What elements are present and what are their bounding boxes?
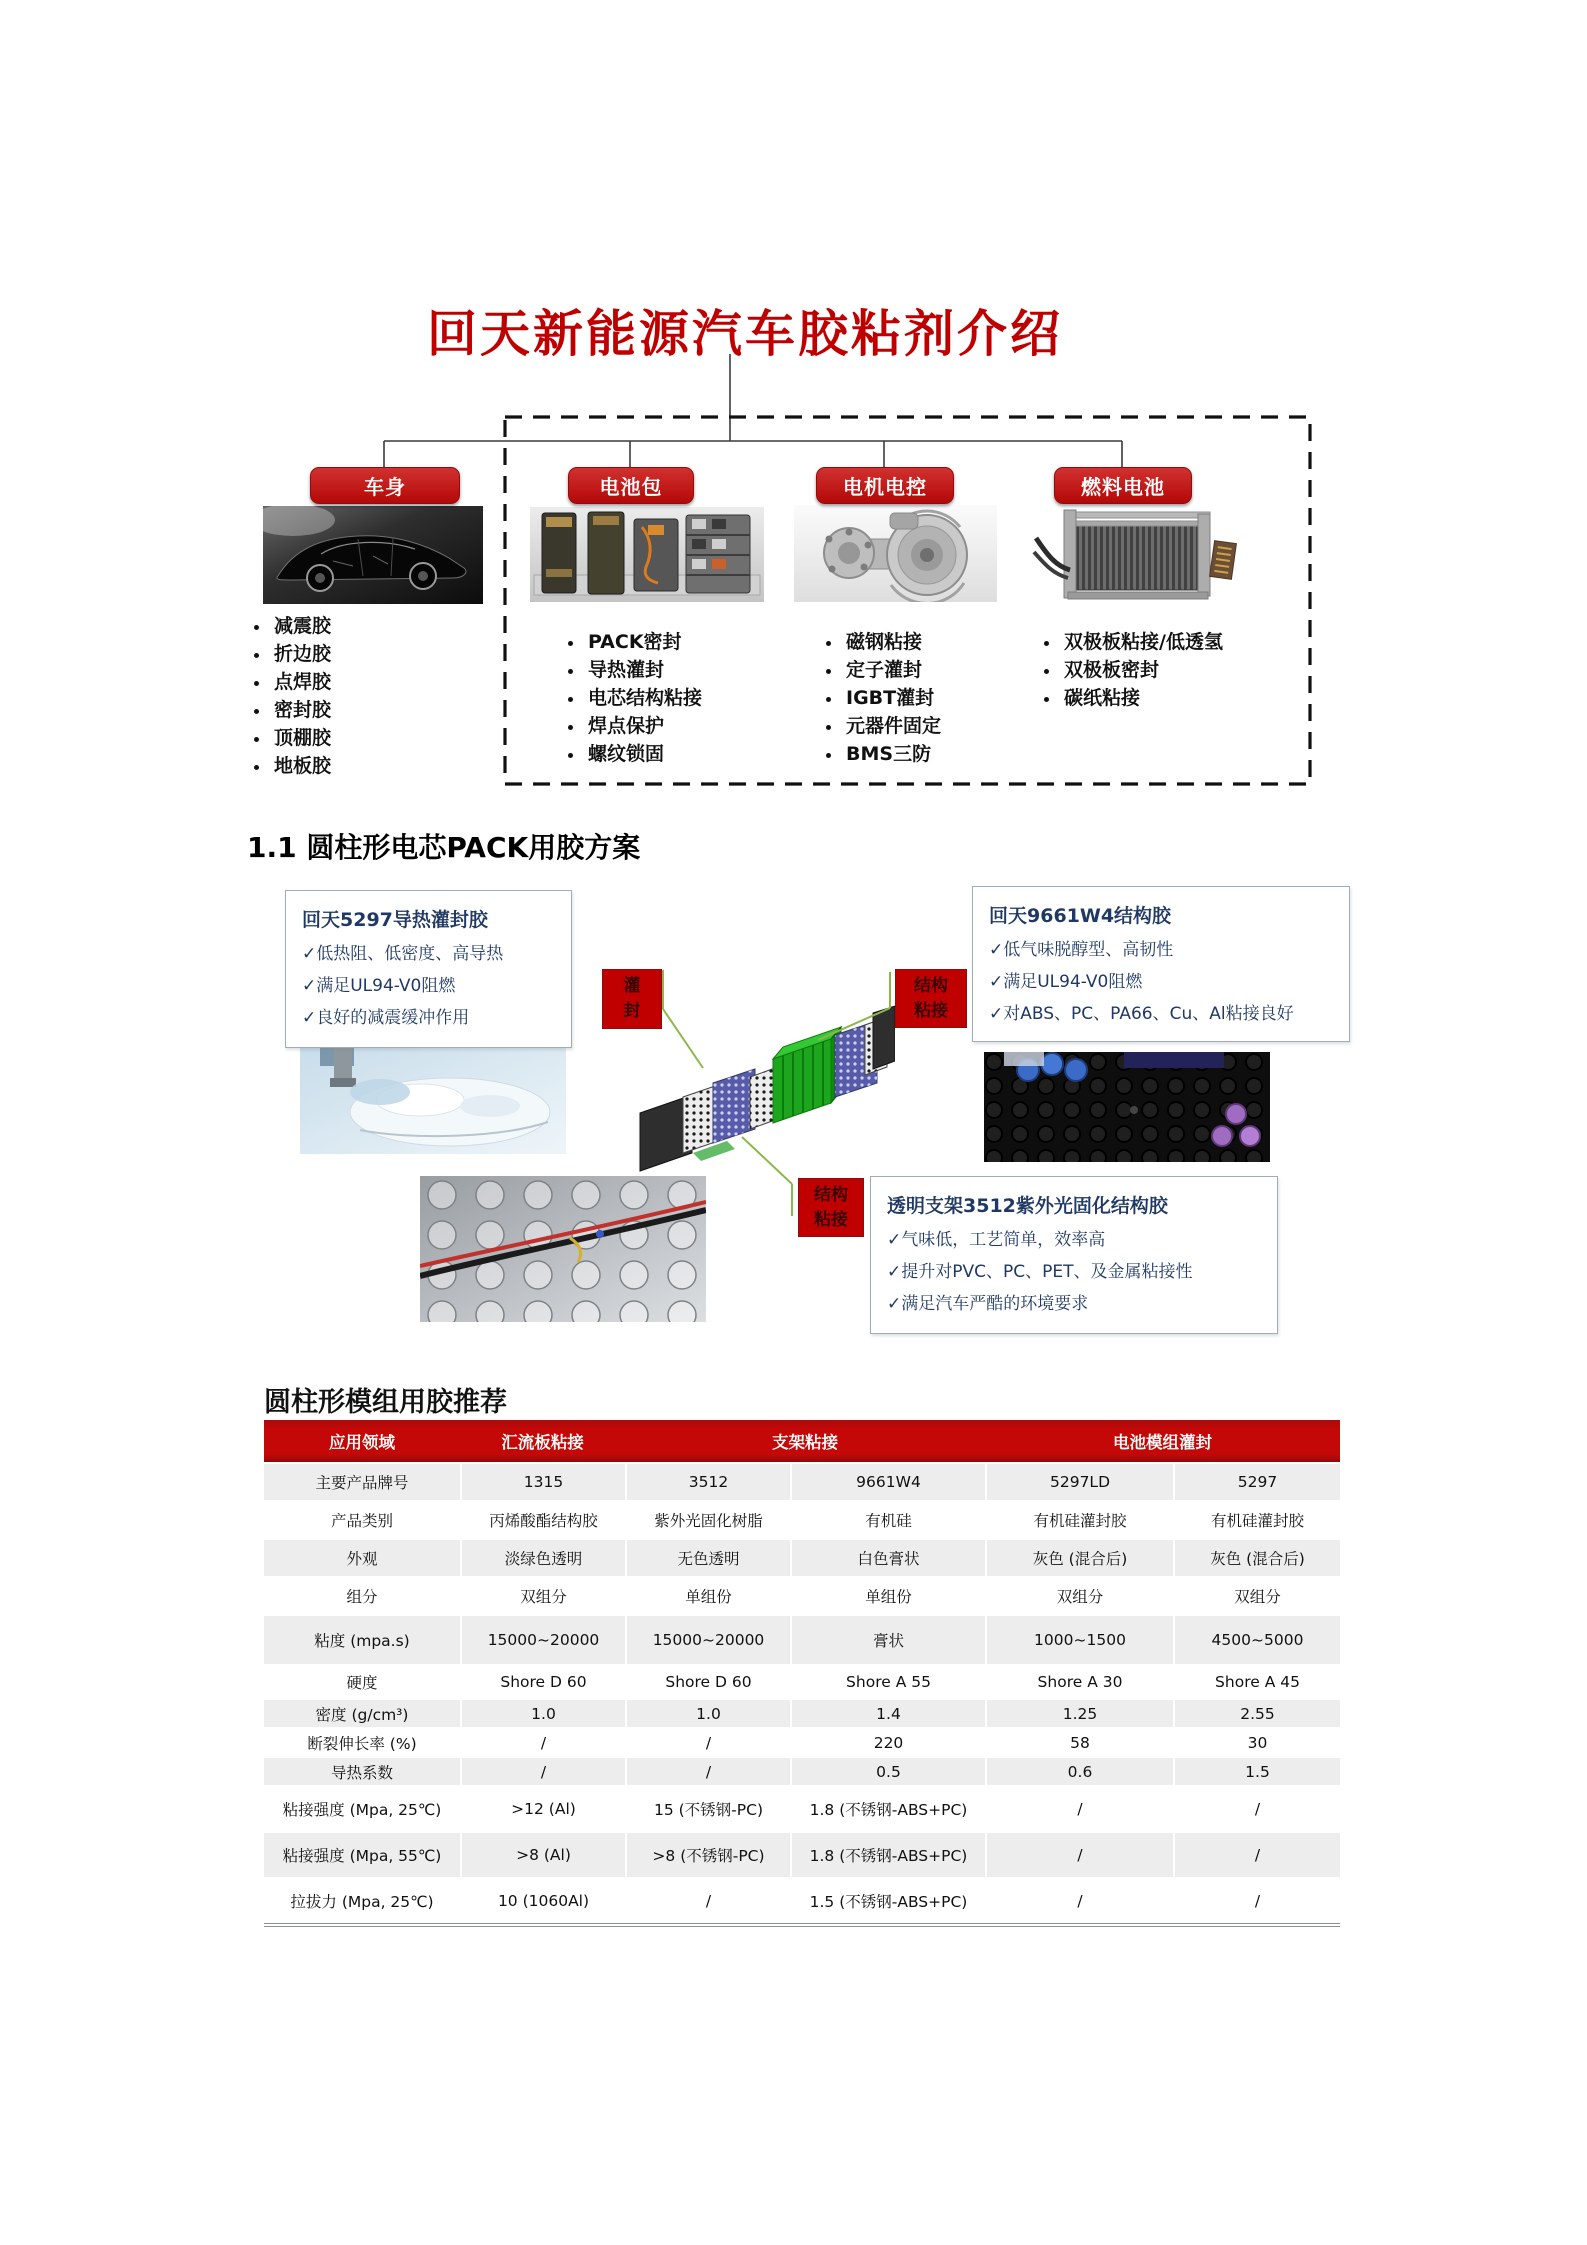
list-item: ✓良好的减震缓冲作用 bbox=[302, 1008, 470, 1028]
callout-3512 bbox=[870, 1176, 1278, 1334]
motor-control-adhesive-list bbox=[818, 628, 1062, 768]
list-item: • 螺纹锁固 bbox=[584, 740, 814, 768]
table-row bbox=[264, 1698, 1340, 1727]
table-heading: 圆柱形模组用胶推荐 bbox=[264, 1387, 507, 1418]
tag-structural-bond-bottom bbox=[798, 1178, 864, 1237]
callout-5297-title: 回天5297导热灌封胶 bbox=[302, 909, 488, 931]
table-cell: / bbox=[460, 1727, 625, 1756]
table-row bbox=[264, 1500, 1340, 1538]
body-adhesive-list bbox=[246, 612, 480, 780]
header-busbar-bonding: 汇流板粘接 bbox=[460, 1420, 625, 1462]
table-cell: 0.5 bbox=[790, 1756, 985, 1785]
battery-pack-photo bbox=[530, 507, 764, 602]
table-cell: 1.0 bbox=[460, 1698, 625, 1727]
table-cell: / bbox=[625, 1756, 790, 1785]
table-row bbox=[264, 1727, 1340, 1756]
table-cell: / bbox=[1173, 1831, 1340, 1877]
table-cell: / bbox=[460, 1756, 625, 1785]
table-cell: 丙烯酸酯结构胶 bbox=[460, 1500, 625, 1538]
table-cell: / bbox=[985, 1877, 1173, 1923]
table-cell: 淡绿色透明 bbox=[460, 1538, 625, 1576]
spec-table-body bbox=[264, 1462, 1340, 1923]
callout-5297 bbox=[285, 890, 572, 1048]
table-cell: 双组分 bbox=[1173, 1576, 1340, 1614]
table-cell: / bbox=[985, 1785, 1173, 1831]
category-label-motor-control: 电机电控 bbox=[816, 467, 954, 504]
table-row bbox=[264, 1664, 1340, 1698]
row-label: 导热系数 bbox=[264, 1756, 460, 1785]
list-item: • 顶棚胶 bbox=[270, 724, 480, 752]
table-cell: 2.55 bbox=[1173, 1698, 1340, 1727]
list-item: • 焊点保护 bbox=[584, 712, 814, 740]
row-label: 粘接强度 (Mpa, 25℃) bbox=[264, 1785, 460, 1831]
tag-structural-bond-bottom-text: 结构粘接 bbox=[814, 1184, 848, 1230]
table-cell: >8 (不锈钢-PC) bbox=[625, 1831, 790, 1877]
table-cell: 有机硅 bbox=[790, 1500, 985, 1538]
callout-9661w4-items bbox=[989, 934, 1333, 1030]
list-item: • PACK密封 bbox=[584, 628, 814, 656]
list-item: • BMS三防 bbox=[842, 740, 1062, 768]
tag-structural-bond-top bbox=[895, 969, 967, 1028]
list-item: • IGBT灌封 bbox=[842, 684, 1062, 712]
callout-9661w4 bbox=[972, 886, 1350, 1042]
list-item: • 定子灌封 bbox=[842, 656, 1062, 684]
table-cell: 1.5 (不锈钢-ABS+PC) bbox=[790, 1877, 985, 1923]
table-cell: 3512 bbox=[625, 1462, 790, 1500]
category-label-battery-pack: 电池包 bbox=[568, 467, 694, 504]
row-label: 粘接强度 (Mpa, 55℃) bbox=[264, 1831, 460, 1877]
cell-holder-photo bbox=[984, 1052, 1270, 1162]
table-cell: 双组分 bbox=[985, 1576, 1173, 1614]
list-item: ✓满足UL94-V0阻燃 bbox=[302, 976, 456, 996]
table-cell: 30 bbox=[1173, 1727, 1340, 1756]
list-item: • 点焊胶 bbox=[270, 668, 480, 696]
table-cell: 15000~20000 bbox=[625, 1614, 790, 1664]
table-row bbox=[264, 1831, 1340, 1877]
table-cell: 1000~1500 bbox=[985, 1614, 1173, 1664]
table-cell: 9661W4 bbox=[790, 1462, 985, 1500]
row-label: 外观 bbox=[264, 1538, 460, 1576]
table-cell: 灰色 (混合后) bbox=[985, 1538, 1173, 1576]
spec-table bbox=[264, 1420, 1340, 1927]
row-label: 断裂伸长率 (%) bbox=[264, 1727, 460, 1756]
table-row bbox=[264, 1614, 1340, 1664]
table-cell: / bbox=[625, 1727, 790, 1756]
list-item: • 电芯结构粘接 bbox=[584, 684, 814, 712]
list-item: • 碳纸粘接 bbox=[1060, 684, 1320, 712]
list-item: • 双极板粘接/低透氢 bbox=[1060, 628, 1320, 656]
table-cell: / bbox=[1173, 1785, 1340, 1831]
row-label: 组分 bbox=[264, 1576, 460, 1614]
table-row bbox=[264, 1756, 1340, 1785]
table-cell: 1.8 (不锈钢-ABS+PC) bbox=[790, 1785, 985, 1831]
list-item: • 双极板密封 bbox=[1060, 656, 1320, 684]
table-cell: >12 (Al) bbox=[460, 1785, 625, 1831]
spec-table-wrap bbox=[264, 1420, 1340, 1927]
table-cell: 1.5 bbox=[1173, 1756, 1340, 1785]
transparent-bracket-photo bbox=[420, 1176, 706, 1322]
table-row bbox=[264, 1877, 1340, 1923]
table-cell: 58 bbox=[985, 1727, 1173, 1756]
table-cell: Shore A 45 bbox=[1173, 1664, 1340, 1698]
callout-9661w4-title: 回天9661W4结构胶 bbox=[989, 905, 1172, 927]
list-item: ✓提升对PVC、PC、PET、及金属粘接性 bbox=[887, 1262, 1193, 1282]
table-cell: 1.4 bbox=[790, 1698, 985, 1727]
callout-3512-title: 透明支架3512紫外光固化结构胶 bbox=[887, 1195, 1168, 1217]
list-item: • 减震胶 bbox=[270, 612, 480, 640]
potting-process-photo bbox=[300, 1040, 566, 1154]
section-heading: 1.1 圆柱形电芯PACK用胶方案 bbox=[247, 831, 641, 864]
fuel-cell-adhesive-list bbox=[1036, 628, 1320, 712]
row-label: 产品类别 bbox=[264, 1500, 460, 1538]
list-item: ✓满足UL94-V0阻燃 bbox=[989, 972, 1143, 992]
table-cell: Shore D 60 bbox=[625, 1664, 790, 1698]
list-item: • 磁钢粘接 bbox=[842, 628, 1062, 656]
category-label-body: 车身 bbox=[310, 467, 460, 504]
table-row bbox=[264, 1462, 1340, 1500]
table-cell: 10 (1060Al) bbox=[460, 1877, 625, 1923]
list-item: • 导热灌封 bbox=[584, 656, 814, 684]
table-cell: 无色透明 bbox=[625, 1538, 790, 1576]
callout-5297-items bbox=[302, 938, 555, 1034]
list-item: ✓低气味脱醇型、高韧性 bbox=[989, 940, 1174, 960]
table-cell: 5297 bbox=[1173, 1462, 1340, 1500]
row-label: 密度 (g/cm³) bbox=[264, 1698, 460, 1727]
table-cell: 15 (不锈钢-PC) bbox=[625, 1785, 790, 1831]
list-item: • 折边胶 bbox=[270, 640, 480, 668]
table-cell: / bbox=[1173, 1877, 1340, 1923]
exploded-module-diagram bbox=[635, 1005, 895, 1175]
table-cell: 220 bbox=[790, 1727, 985, 1756]
table-row bbox=[264, 1785, 1340, 1831]
fuel-cell-photo bbox=[1028, 500, 1245, 612]
row-label: 拉拔力 (Mpa, 25℃) bbox=[264, 1877, 460, 1923]
table-cell: / bbox=[625, 1877, 790, 1923]
table-cell: 单组份 bbox=[790, 1576, 985, 1614]
table-cell: 单组份 bbox=[625, 1576, 790, 1614]
table-cell: Shore A 55 bbox=[790, 1664, 985, 1698]
list-item: ✓低热阻、低密度、高导热 bbox=[302, 944, 504, 964]
header-application-field: 应用领域 bbox=[264, 1420, 460, 1462]
motor-photo bbox=[794, 505, 997, 602]
category-label-fuel-cell: 燃料电池 bbox=[1054, 467, 1192, 504]
table-cell: 有机硅灌封胶 bbox=[1173, 1500, 1340, 1538]
table-cell: 1.0 bbox=[625, 1698, 790, 1727]
row-label: 硬度 bbox=[264, 1664, 460, 1698]
table-cell: 4500~5000 bbox=[1173, 1614, 1340, 1664]
table-row bbox=[264, 1576, 1340, 1614]
table-cell: >8 (Al) bbox=[460, 1831, 625, 1877]
spec-table-header-row bbox=[264, 1420, 1340, 1462]
table-cell: 5297LD bbox=[985, 1462, 1173, 1500]
row-label: 粘度 (mpa.s) bbox=[264, 1614, 460, 1664]
list-item: • 地板胶 bbox=[270, 752, 480, 780]
table-cell: / bbox=[985, 1831, 1173, 1877]
list-item: • 密封胶 bbox=[270, 696, 480, 724]
list-item: • 元器件固定 bbox=[842, 712, 1062, 740]
table-cell: 1.25 bbox=[985, 1698, 1173, 1727]
table-cell: 有机硅灌封胶 bbox=[985, 1500, 1173, 1538]
tag-potting-text: 灌封 bbox=[623, 976, 641, 1021]
header-module-potting: 电池模组灌封 bbox=[985, 1420, 1340, 1462]
page-title: 回天新能源汽车胶粘剂介绍 bbox=[427, 305, 1063, 363]
table-cell: 双组分 bbox=[460, 1576, 625, 1614]
tag-structural-bond-top-text: 结构粘接 bbox=[914, 975, 948, 1021]
table-cell: 1.8 (不锈钢-ABS+PC) bbox=[790, 1831, 985, 1877]
tag-potting bbox=[602, 969, 662, 1029]
table-cell: Shore A 30 bbox=[985, 1664, 1173, 1698]
header-bracket-bonding: 支架粘接 bbox=[625, 1420, 985, 1462]
battery-pack-adhesive-list bbox=[560, 628, 814, 768]
table-cell: 膏状 bbox=[790, 1614, 985, 1664]
table-cell: 15000~20000 bbox=[460, 1614, 625, 1664]
table-cell: 白色膏状 bbox=[790, 1538, 985, 1576]
table-cell: 1315 bbox=[460, 1462, 625, 1500]
row-label: 主要产品牌号 bbox=[264, 1462, 460, 1500]
table-cell: 灰色 (混合后) bbox=[1173, 1538, 1340, 1576]
list-item: ✓满足汽车严酷的环境要求 bbox=[887, 1294, 1089, 1314]
list-item: ✓气味低，工艺简单，效率高 bbox=[887, 1230, 1106, 1250]
table-cell: 紫外光固化树脂 bbox=[625, 1500, 790, 1538]
car-photo bbox=[263, 506, 483, 604]
table-cell: 0.6 bbox=[985, 1756, 1173, 1785]
table-cell: Shore D 60 bbox=[460, 1664, 625, 1698]
table-row bbox=[264, 1538, 1340, 1576]
list-item: ✓对ABS、PC、PA66、Cu、Al粘接良好 bbox=[989, 1004, 1294, 1024]
callout-3512-items bbox=[887, 1224, 1261, 1320]
